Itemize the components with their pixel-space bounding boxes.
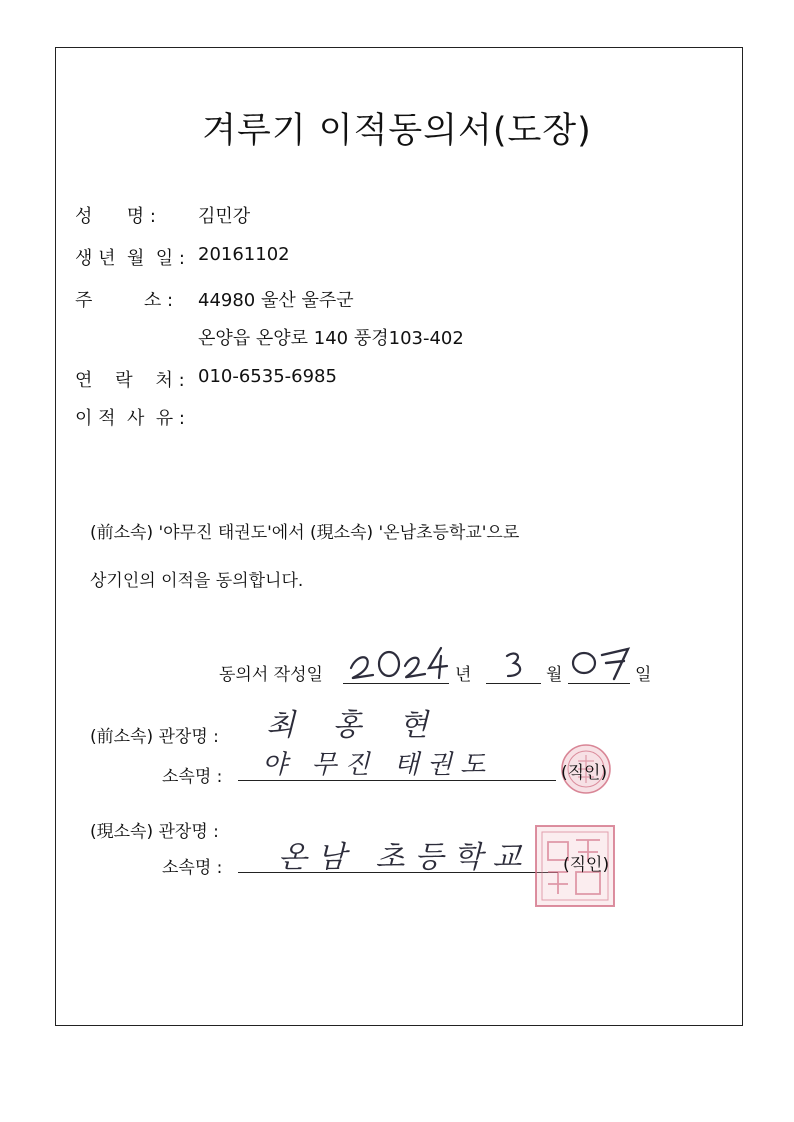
birth-value: 20161102	[198, 244, 290, 265]
day-unit: 일	[635, 665, 652, 685]
contact-label: 연 락 처 :	[75, 370, 185, 391]
address-line1: 44980 울산 울주군	[198, 290, 354, 311]
contact-value: 010-6535-6985	[198, 366, 337, 387]
prev-director-label: (前소속) 관장명 :	[90, 727, 219, 747]
address-line2: 온양읍 온양로 140 풍경103-402	[198, 328, 464, 349]
statement-line1: (前소속) '야무진 태권도'에서 (現소속) '온남초등학교'으로	[90, 523, 520, 543]
prev-seal-label: (직인)	[561, 763, 608, 783]
prev-director-signature: 최 홍 현	[266, 708, 443, 743]
month-handwritten	[503, 650, 527, 684]
year-unit: 년	[455, 665, 472, 685]
curr-affiliation-label: 소속명 :	[162, 858, 223, 878]
year-handwritten	[345, 644, 449, 688]
name-label: 성 명 :	[75, 206, 156, 227]
reason-label: 이 적 사 유 :	[75, 408, 185, 429]
address-label: 주 소 :	[75, 290, 174, 311]
prev-affiliation-signature: 야 무진 태권도	[262, 750, 494, 780]
statement-line2: 상기인의 이적을 동의합니다.	[90, 571, 304, 591]
curr-affiliation-signature: 온남 초등학교	[278, 840, 532, 875]
day-handwritten	[570, 643, 632, 687]
curr-seal-label: (직인)	[563, 855, 610, 875]
month-unit: 월	[546, 665, 563, 685]
date-label: 동의서 작성일	[219, 665, 323, 685]
prev-affiliation-label: 소속명 :	[162, 767, 223, 787]
birth-label: 생 년 월 일 :	[75, 248, 185, 269]
curr-director-label: (現소속) 관장명 :	[90, 822, 219, 842]
name-value: 김민강	[198, 206, 251, 227]
document-title: 겨루기 이적동의서(도장)	[202, 111, 592, 151]
